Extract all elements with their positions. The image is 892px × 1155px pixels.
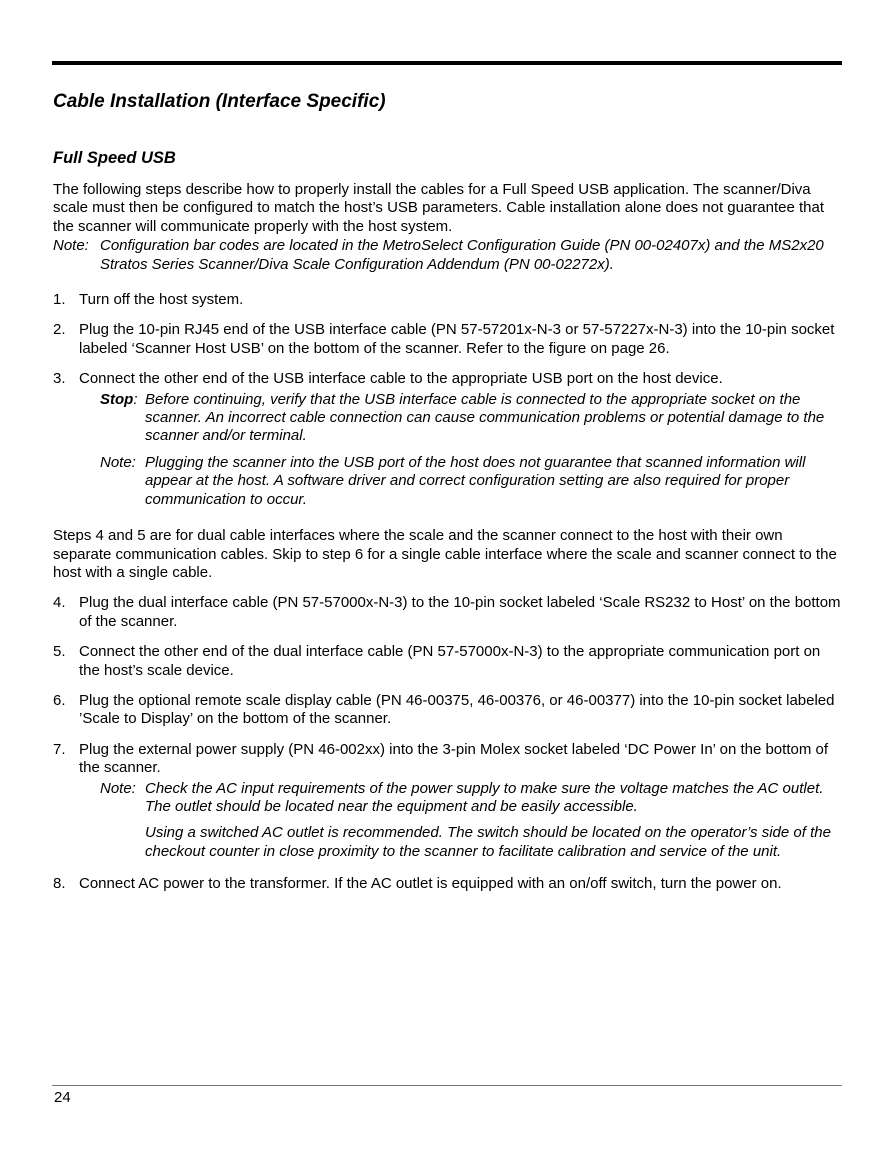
step-number: 2. [53, 321, 66, 339]
step-text: Connect the other end of the dual interface cable (PN 57-57000x-N-3) to the appropriate communication port on the host’s scale device. [79, 643, 821, 679]
list-item [53, 741, 843, 778]
step3-notes [100, 391, 843, 509]
step-text: Plug the external power supply (PN 46-002xx) into the 3-pin Molex socket labeled ‘DC Power In’ on the bottom of the scanner. [79, 740, 829, 777]
stop-colon: : [133, 390, 138, 408]
power-note-continued: Using a switched AC outlet is recommended. The switch should be located on the operator’s side of the checkout counter in close proximity to the scanner to facilitate calibration and service of the unit. [145, 824, 831, 860]
step-number: 7. [53, 740, 66, 758]
stop-note [100, 391, 843, 446]
page-content [53, 90, 843, 894]
step-number: 8. [53, 875, 66, 893]
note-label: Note: [100, 779, 136, 797]
steps-list-a [53, 291, 843, 389]
list-item [53, 321, 843, 358]
step-number: 5. [53, 643, 66, 661]
step-text: Plug the optional remote scale display cable (PN 46-00375, 46-00376, or 46-00377) into the 10-pin socket labeled ’Scale to Display’ on the bottom of the scanner. [79, 691, 835, 728]
step-text: Turn off the host system. [79, 291, 244, 309]
steps-list-b [53, 594, 843, 777]
list-item [53, 875, 843, 893]
footer-rule [52, 1085, 842, 1086]
header-rule [52, 61, 842, 65]
list-item [53, 291, 843, 309]
note-label: Note: [100, 453, 136, 471]
step-number: 4. [53, 594, 66, 612]
step-number: 3. [53, 370, 66, 388]
list-item [53, 594, 843, 631]
step-text: Connect AC power to the transformer. If the AC outlet is equipped with an on/off switch, turn the power on. [79, 875, 782, 893]
note-text: Plugging the scanner into the USB port of the host does not guarantee that scanned information will appear at the host. A software driver and correct configuration setting are also required for proper communication to occur. [145, 453, 806, 508]
stop-label: Stop [100, 390, 134, 408]
list-item [53, 643, 843, 680]
step-text: Plug the 10-pin RJ45 end of the USB interface cable (PN 57-57201x-N-3 or 57-57227x-N-3) into the 10-pin socket labeled ‘Scanner Host USB’ on the bottom of the scanner. Refer to the figure on page 26. [79, 321, 835, 357]
list-item [53, 692, 843, 729]
usb-note [100, 454, 843, 509]
dual-cable-paragraph: Steps 4 and 5 are for dual cable interfaces where the scale and the scanner connect to the host with their own separate communication cables. Skip to step 6 for a single cable interface where the scale and scanner connect to the host with a single cable. [53, 527, 837, 581]
note-text: Configuration bar codes are located in the MetroSelect Configuration Guide (PN 00-02407x) and the MS2x20 Stratos Series Scanner/Diva Scale Configuration Addendum (PN 00-02272x). [100, 237, 824, 273]
step-text: Plug the dual interface cable (PN 57-57000x-N-3) to the 10-pin socket labeled ‘Scale RS232 to Host’ on the bottom of the scanner. [79, 594, 841, 630]
note-text: Check the AC input requirements of the power supply to make sure the voltage matches the AC outlet. The outlet should be located near the equipment and be easily accessible. [145, 779, 824, 815]
section-title: Cable Installation (Interface Specific) [53, 91, 386, 112]
step-number: 1. [53, 291, 66, 309]
config-note [53, 237, 843, 274]
stop-text: Before continuing, verify that the USB interface cable is connected to the appropriate socket on the scanner. An incorrect cable connection can cause communication problems or potential damage to the scanner and/or terminal. [145, 390, 825, 445]
page-number: 24 [54, 1089, 71, 1106]
steps-list-c [53, 875, 843, 893]
step7-notes [100, 780, 843, 817]
list-item [53, 370, 843, 388]
power-note [100, 780, 843, 817]
step-text: Connect the other end of the USB interface cable to the appropriate USB port on the host device. [79, 370, 723, 388]
step-number: 6. [53, 691, 66, 709]
subsection-title: Full Speed USB [53, 149, 176, 167]
note-label: Note: [53, 237, 89, 255]
intro-paragraph: The following steps describe how to properly install the cables for a Full Speed USB application. The scanner/Diva scale must then be configured to match the host’s USB parameters. Cable installation alone does not guarantee that the scanner will communicate properly with the host system. [53, 181, 825, 235]
